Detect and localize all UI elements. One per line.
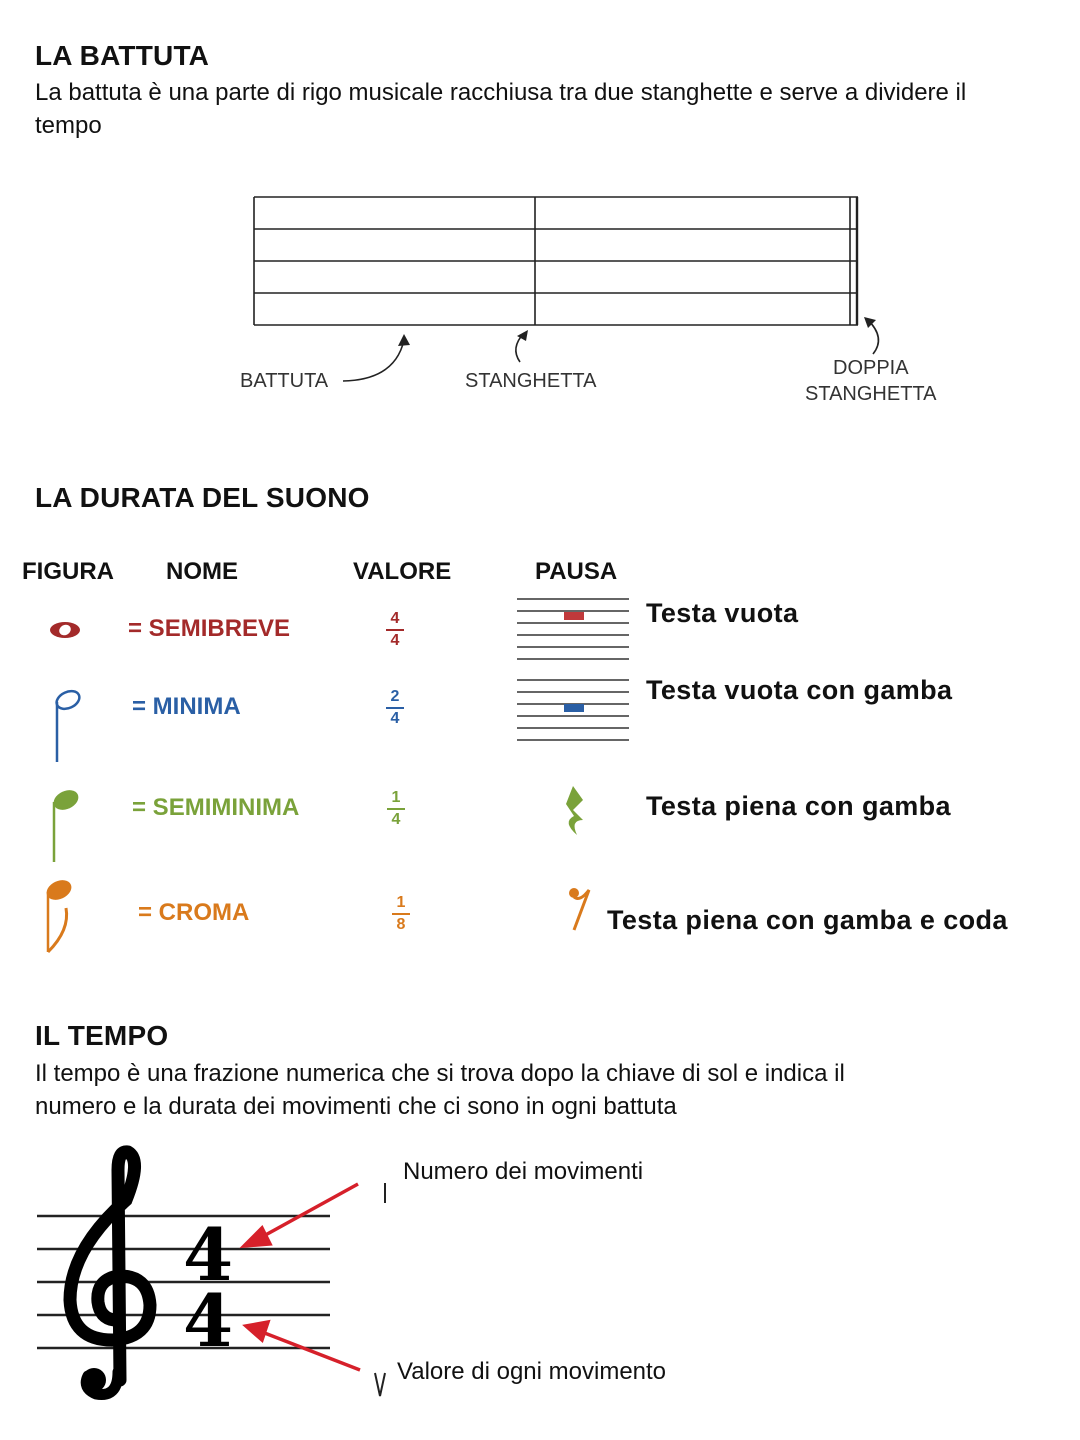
pausa-semibreve-icon	[517, 599, 629, 659]
name-semiminima: = SEMIMINIMA	[132, 794, 300, 821]
name-minima: = MINIMA	[132, 693, 241, 720]
pausa-semiminima-icon	[566, 786, 583, 835]
header-valore: VALORE	[353, 558, 452, 585]
v-mark	[375, 1373, 385, 1396]
battuta-text: La battuta è una parte di rigo musicale racchiusa tra due stanghette e serve a dividere il tempo	[35, 79, 967, 139]
header-figura: FIGURA	[22, 558, 114, 585]
name-croma: = CROMA	[138, 899, 250, 926]
battuta-title: LA BATTUTA	[35, 40, 210, 71]
label-doppia-1: DOPPIA	[833, 357, 909, 379]
durata-title: LA DURATA DEL SUONO	[35, 482, 370, 513]
tempo-diagram	[0, 1140, 420, 1430]
pausa-minima-icon	[517, 680, 629, 740]
desc-semibreve: Testa vuota	[646, 598, 799, 628]
header-pausa: PAUSA	[535, 558, 618, 585]
label-battuta: BATTUTA	[240, 370, 329, 392]
name-semibreve: = SEMIBREVE	[128, 615, 291, 642]
tempo-title: IL TEMPO	[35, 1020, 169, 1051]
value-semiminima: 1 4	[381, 789, 411, 829]
desc-semiminima: Testa piena con gamba	[646, 791, 951, 821]
label-doppia-2: STANGHETTA	[805, 383, 937, 405]
desc-croma: Testa piena con gamba e coda	[607, 905, 1008, 935]
arrowhead-valore	[246, 1322, 268, 1340]
value-semibreve: 4 4	[380, 610, 410, 650]
rest-figures	[0, 590, 640, 960]
arrowhead-numero	[244, 1228, 270, 1246]
time-sig-bottom: 4	[182, 1278, 234, 1363]
value-croma: 1 8	[386, 894, 416, 934]
treble-clef-icon	[70, 1152, 150, 1395]
label-stanghetta: STANGHETTA	[465, 370, 597, 392]
arrow-valore	[262, 1332, 360, 1370]
header-nome: NOME	[166, 558, 238, 585]
desc-minima: Testa vuota con gamba	[646, 675, 953, 705]
clef-dot	[82, 1368, 106, 1392]
arrow-numero	[260, 1184, 358, 1238]
arrowhead-battuta	[398, 334, 410, 346]
time-sig-top: 4	[182, 1212, 234, 1297]
label-numero-movimenti: Numero dei movimenti	[403, 1158, 644, 1185]
arrow-battuta	[343, 340, 404, 381]
tempo-text-2: numero e la durata dei movimenti che ci sono in ogni battuta	[35, 1093, 677, 1120]
tempo-text-1: Il tempo è una frazione numerica che si trova dopo la chiave di sol e indica il	[35, 1060, 845, 1087]
value-minima: 2 4	[380, 688, 410, 728]
pausa-croma-icon	[569, 888, 589, 930]
label-valore-movimento: Valore di ogni movimento	[397, 1358, 667, 1385]
